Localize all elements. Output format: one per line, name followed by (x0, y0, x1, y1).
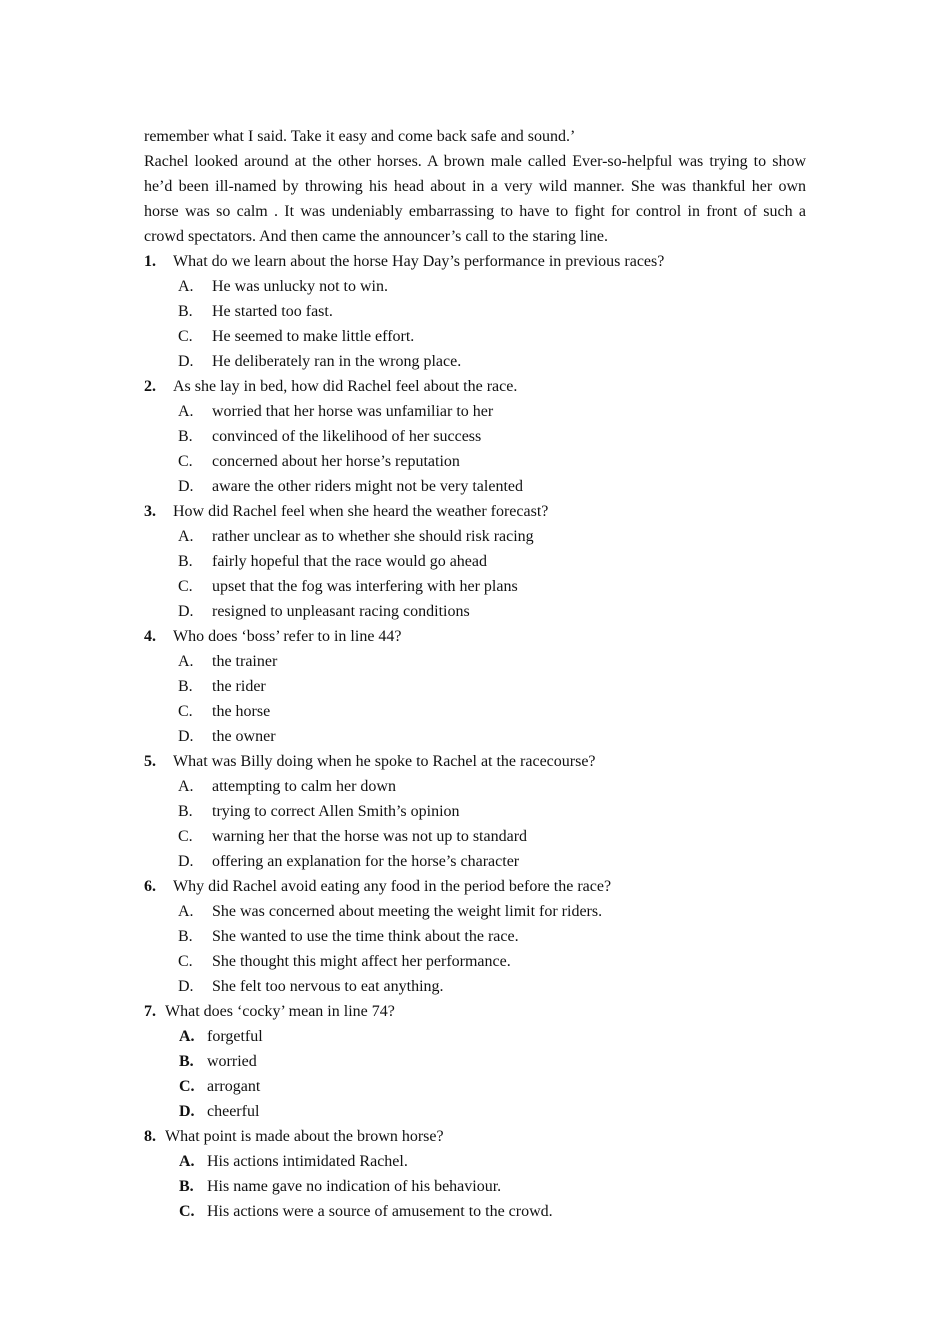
answer-option (144, 1074, 806, 1099)
option-letter: D. (178, 978, 194, 995)
option-text: fairly hopeful that the race would go ahead (212, 553, 487, 570)
question-text: What does ‘cocky’ mean in line 74? (165, 1003, 395, 1020)
option-text: He was unlucky not to win. (212, 278, 388, 295)
option-text: His actions were a source of amusement to the crowd. (207, 1203, 553, 1220)
passage-line: he’d been ill-named by throwing his head about in a very wild manner. She was thankful her own (144, 178, 806, 195)
answer-option (144, 1149, 806, 1174)
question-6 (144, 874, 806, 999)
option-letter: A. (179, 1153, 195, 1170)
option-text: arrogant (207, 1078, 261, 1095)
answer-option (144, 274, 806, 299)
option-text: cheerful (207, 1103, 260, 1120)
option-letter: D. (178, 853, 194, 870)
question-7 (144, 999, 806, 1124)
answer-option (144, 524, 806, 549)
passage-line: Rachel looked around at the other horses. A brown male called Ever-so-helpful was trying to show (144, 153, 806, 170)
option-text: His actions intimidated Rachel. (207, 1153, 408, 1170)
option-text: attempting to calm her down (212, 778, 396, 795)
question-number: 1. (144, 253, 156, 270)
option-letter: B. (179, 1178, 194, 1195)
question-stem (144, 749, 806, 774)
option-text: He seemed to make little effort. (212, 328, 415, 345)
answer-option (144, 1199, 806, 1224)
option-letter: D. (178, 478, 194, 495)
option-text: He deliberately ran in the wrong place. (212, 353, 462, 370)
option-text: rather unclear as to whether she should risk racing (212, 528, 534, 545)
answer-option (144, 474, 806, 499)
option-letter: B. (178, 428, 193, 445)
option-text: She wanted to use the time think about the race. (212, 928, 519, 945)
option-letter: C. (179, 1078, 195, 1095)
answer-option (144, 1049, 806, 1074)
option-letter: B. (178, 303, 193, 320)
answer-option (144, 299, 806, 324)
answer-option (144, 424, 806, 449)
answer-option (144, 799, 806, 824)
question-text: How did Rachel feel when she heard the weather forecast? (173, 503, 549, 520)
question-8 (144, 1124, 806, 1224)
answer-option (144, 324, 806, 349)
question-number: 2. (144, 378, 156, 395)
document-page (144, 124, 806, 1224)
question-stem (144, 624, 806, 649)
option-letter: A. (179, 1028, 195, 1045)
option-letter: B. (178, 803, 193, 820)
question-stem (144, 1124, 806, 1149)
option-text: aware the other riders might not be very talented (212, 478, 523, 495)
option-text: She felt too nervous to eat anything. (212, 978, 444, 995)
passage-text (144, 124, 806, 249)
option-letter: C. (178, 453, 193, 470)
option-letter: B. (178, 553, 193, 570)
answer-option (144, 349, 806, 374)
question-number: 5. (144, 753, 156, 770)
answer-option (144, 899, 806, 924)
option-letter: C. (178, 953, 193, 970)
answer-option (144, 949, 806, 974)
option-text: the rider (212, 678, 266, 695)
option-letter: C. (178, 828, 193, 845)
answer-option (144, 724, 806, 749)
option-letter: A. (178, 528, 194, 545)
answer-option (144, 649, 806, 674)
option-letter: D. (178, 728, 194, 745)
answer-option (144, 699, 806, 724)
option-text: the trainer (212, 653, 278, 670)
answer-option (144, 824, 806, 849)
passage-line: crowd spectators. And then came the announcer’s call to the staring line. (144, 228, 608, 245)
question-number: 3. (144, 503, 156, 520)
answer-option (144, 1174, 806, 1199)
option-letter: C. (179, 1203, 195, 1220)
option-text: His name gave no indication of his behaviour. (207, 1178, 502, 1195)
answer-option (144, 449, 806, 474)
option-letter: D. (178, 603, 194, 620)
answer-option (144, 974, 806, 999)
option-text: the horse (212, 703, 271, 720)
answer-option (144, 1099, 806, 1124)
answer-option (144, 599, 806, 624)
option-text: warning her that the horse was not up to standard (212, 828, 528, 845)
option-text: worried (207, 1053, 257, 1070)
option-text: upset that the fog was interfering with her plans (212, 578, 518, 595)
question-3 (144, 499, 806, 624)
answer-option (144, 774, 806, 799)
question-text: What point is made about the brown horse? (165, 1128, 444, 1145)
option-text: forgetful (207, 1028, 263, 1045)
answer-option (144, 674, 806, 699)
question-stem (144, 374, 806, 399)
question-stem (144, 999, 806, 1024)
question-1 (144, 249, 806, 374)
option-letter: B. (178, 928, 193, 945)
question-text: What do we learn about the horse Hay Day’s performance in previous races? (173, 253, 665, 270)
passage-line: remember what I said. Take it easy and come back safe and sound.’ (144, 128, 576, 145)
option-text: convinced of the likelihood of her success (212, 428, 482, 445)
answer-option (144, 1024, 806, 1049)
question-text: What was Billy doing when he spoke to Rachel at the racecourse? (173, 753, 596, 770)
question-text: Why did Rachel avoid eating any food in the period before the race? (173, 878, 612, 895)
option-letter: A. (178, 278, 194, 295)
passage-line: horse was so calm . It was undeniably embarrassing to have to fight for control in front of such a (144, 203, 806, 220)
option-text: worried that her horse was unfamiliar to her (212, 403, 494, 420)
option-text: offering an explanation for the horse’s character (212, 853, 520, 870)
question-number: 7. (144, 1003, 156, 1020)
question-stem (144, 249, 806, 274)
answer-option (144, 399, 806, 424)
answer-option (144, 849, 806, 874)
answer-option (144, 549, 806, 574)
option-text: trying to correct Allen Smith’s opinion (212, 803, 460, 820)
question-number: 4. (144, 628, 156, 645)
option-letter: A. (178, 903, 194, 920)
answer-option (144, 924, 806, 949)
answer-option (144, 574, 806, 599)
option-letter: C. (178, 703, 193, 720)
question-text: Who does ‘boss’ refer to in line 44? (173, 628, 402, 645)
option-text: He started too fast. (212, 303, 333, 320)
option-text: the owner (212, 728, 276, 745)
question-stem (144, 499, 806, 524)
question-4 (144, 624, 806, 749)
option-text: She was concerned about meeting the weight limit for riders. (212, 903, 603, 920)
option-text: resigned to unpleasant racing conditions (212, 603, 470, 620)
option-letter: C. (178, 578, 193, 595)
question-number: 8. (144, 1128, 156, 1145)
option-letter: A. (178, 778, 194, 795)
option-letter: A. (178, 653, 194, 670)
option-letter: D. (178, 353, 194, 370)
option-text: She thought this might affect her performance. (212, 953, 511, 970)
question-2 (144, 374, 806, 499)
option-letter: C. (178, 328, 193, 345)
option-letter: A. (178, 403, 194, 420)
question-stem (144, 874, 806, 899)
option-text: concerned about her horse’s reputation (212, 453, 460, 470)
option-letter: B. (179, 1053, 194, 1070)
question-text: As she lay in bed, how did Rachel feel about the race. (173, 378, 518, 395)
option-letter: D. (179, 1103, 195, 1120)
option-letter: B. (178, 678, 193, 695)
question-number: 6. (144, 878, 156, 895)
question-5 (144, 749, 806, 874)
